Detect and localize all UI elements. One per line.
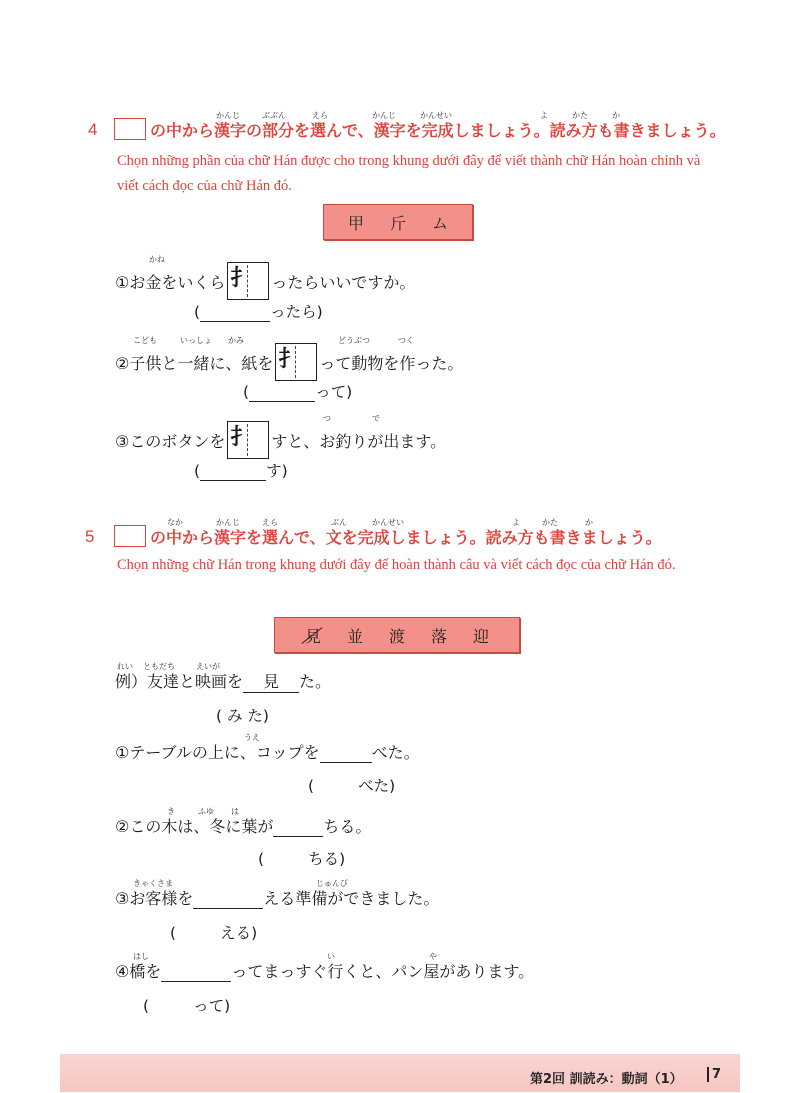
kanji-answer-box[interactable]: 扌 — [275, 343, 317, 381]
section-4-choice-box — [323, 204, 473, 240]
reading-blank-5-2[interactable]: ( ちる) — [258, 850, 346, 868]
section-5-vietnamese: Chọn những chữ Hán trong khung dưới đây để hoàn thành câu và viết cách đọc của chữ Hán đó. — [117, 557, 676, 573]
answer-blank[interactable] — [193, 889, 263, 909]
answer-blank[interactable] — [320, 743, 372, 763]
answer-blank[interactable] — [273, 817, 323, 837]
question-4-1: ①お金をいくら 扌 ったらいいですか。 — [115, 262, 415, 300]
choice-kanji-used: 見 — [305, 624, 321, 647]
reading-blank-5-3[interactable]: ( える) — [170, 924, 258, 942]
footer-title: 第2回 訓読み：動詞（1） — [530, 1072, 683, 1087]
question-5-2: ②この木は、冬に葉が ちる。 — [115, 817, 372, 836]
section-4-instruction: の中から漢字の部分を選んで、漢字を完成しましょう。読み方も書きましょう。 — [114, 118, 726, 141]
answer-blank[interactable] — [161, 962, 231, 982]
example-sentence: 例）友達と映画を 見 た。 — [115, 669, 331, 693]
page-number: 7 — [707, 1067, 721, 1082]
reading-blank-5-1[interactable]: ( べた) — [308, 777, 396, 795]
reading-blank-4-2[interactable]: ( って) — [243, 383, 353, 401]
choice-kanji: 落 — [431, 626, 448, 646]
kanji-answer-box[interactable]: 扌 — [227, 262, 269, 300]
section-4-vietnamese: Chọn những phần của chữ Hán được cho trong khung dưới đây để viết thành chữ Hán hoàn chỉnh và viết cách đọc của chữ Hán đó. — [117, 153, 701, 194]
example-reading: ( み た) — [216, 707, 269, 725]
reading-blank-4-1[interactable]: ( ったら) — [194, 303, 323, 321]
choice-kanji: 斤 — [389, 213, 406, 233]
reading-blank-4-3[interactable]: ( す) — [194, 462, 288, 480]
section-5-instruction: の中から漢字を選んで、文を完成しましょう。読み方も書きましょう。 — [114, 525, 662, 548]
kanji-answer-box[interactable]: 扌 — [227, 421, 269, 459]
section-5-choice-box — [274, 617, 520, 653]
choice-kanji: 並 — [346, 626, 363, 646]
choice-kanji: 甲 — [347, 213, 364, 233]
choice-kanji: 迎 — [473, 626, 490, 646]
question-4-3: ③このボタンを 扌 すと、お釣りが出ます。 — [115, 421, 446, 459]
reading-blank-5-4[interactable]: ( って) — [143, 997, 231, 1015]
question-5-3: ③お客様を える準備ができました。 — [115, 889, 440, 908]
question-5-4: ④橋を ってまっすぐ行くと、パン屋があります。 — [115, 962, 535, 981]
section-5-number: 5 — [85, 527, 95, 546]
choice-kanji: ム — [432, 213, 449, 233]
answer-box-icon — [114, 525, 146, 547]
section-4-number: 4 — [88, 120, 98, 139]
question-5-1: ①テーブルの上に、コップを べた。 — [115, 743, 420, 762]
question-4-2: ②子供と一緒に、紙を 扌 って動物を作った。 — [115, 343, 463, 381]
choice-kanji: 渡 — [388, 626, 405, 646]
answer-box-icon — [114, 118, 146, 140]
